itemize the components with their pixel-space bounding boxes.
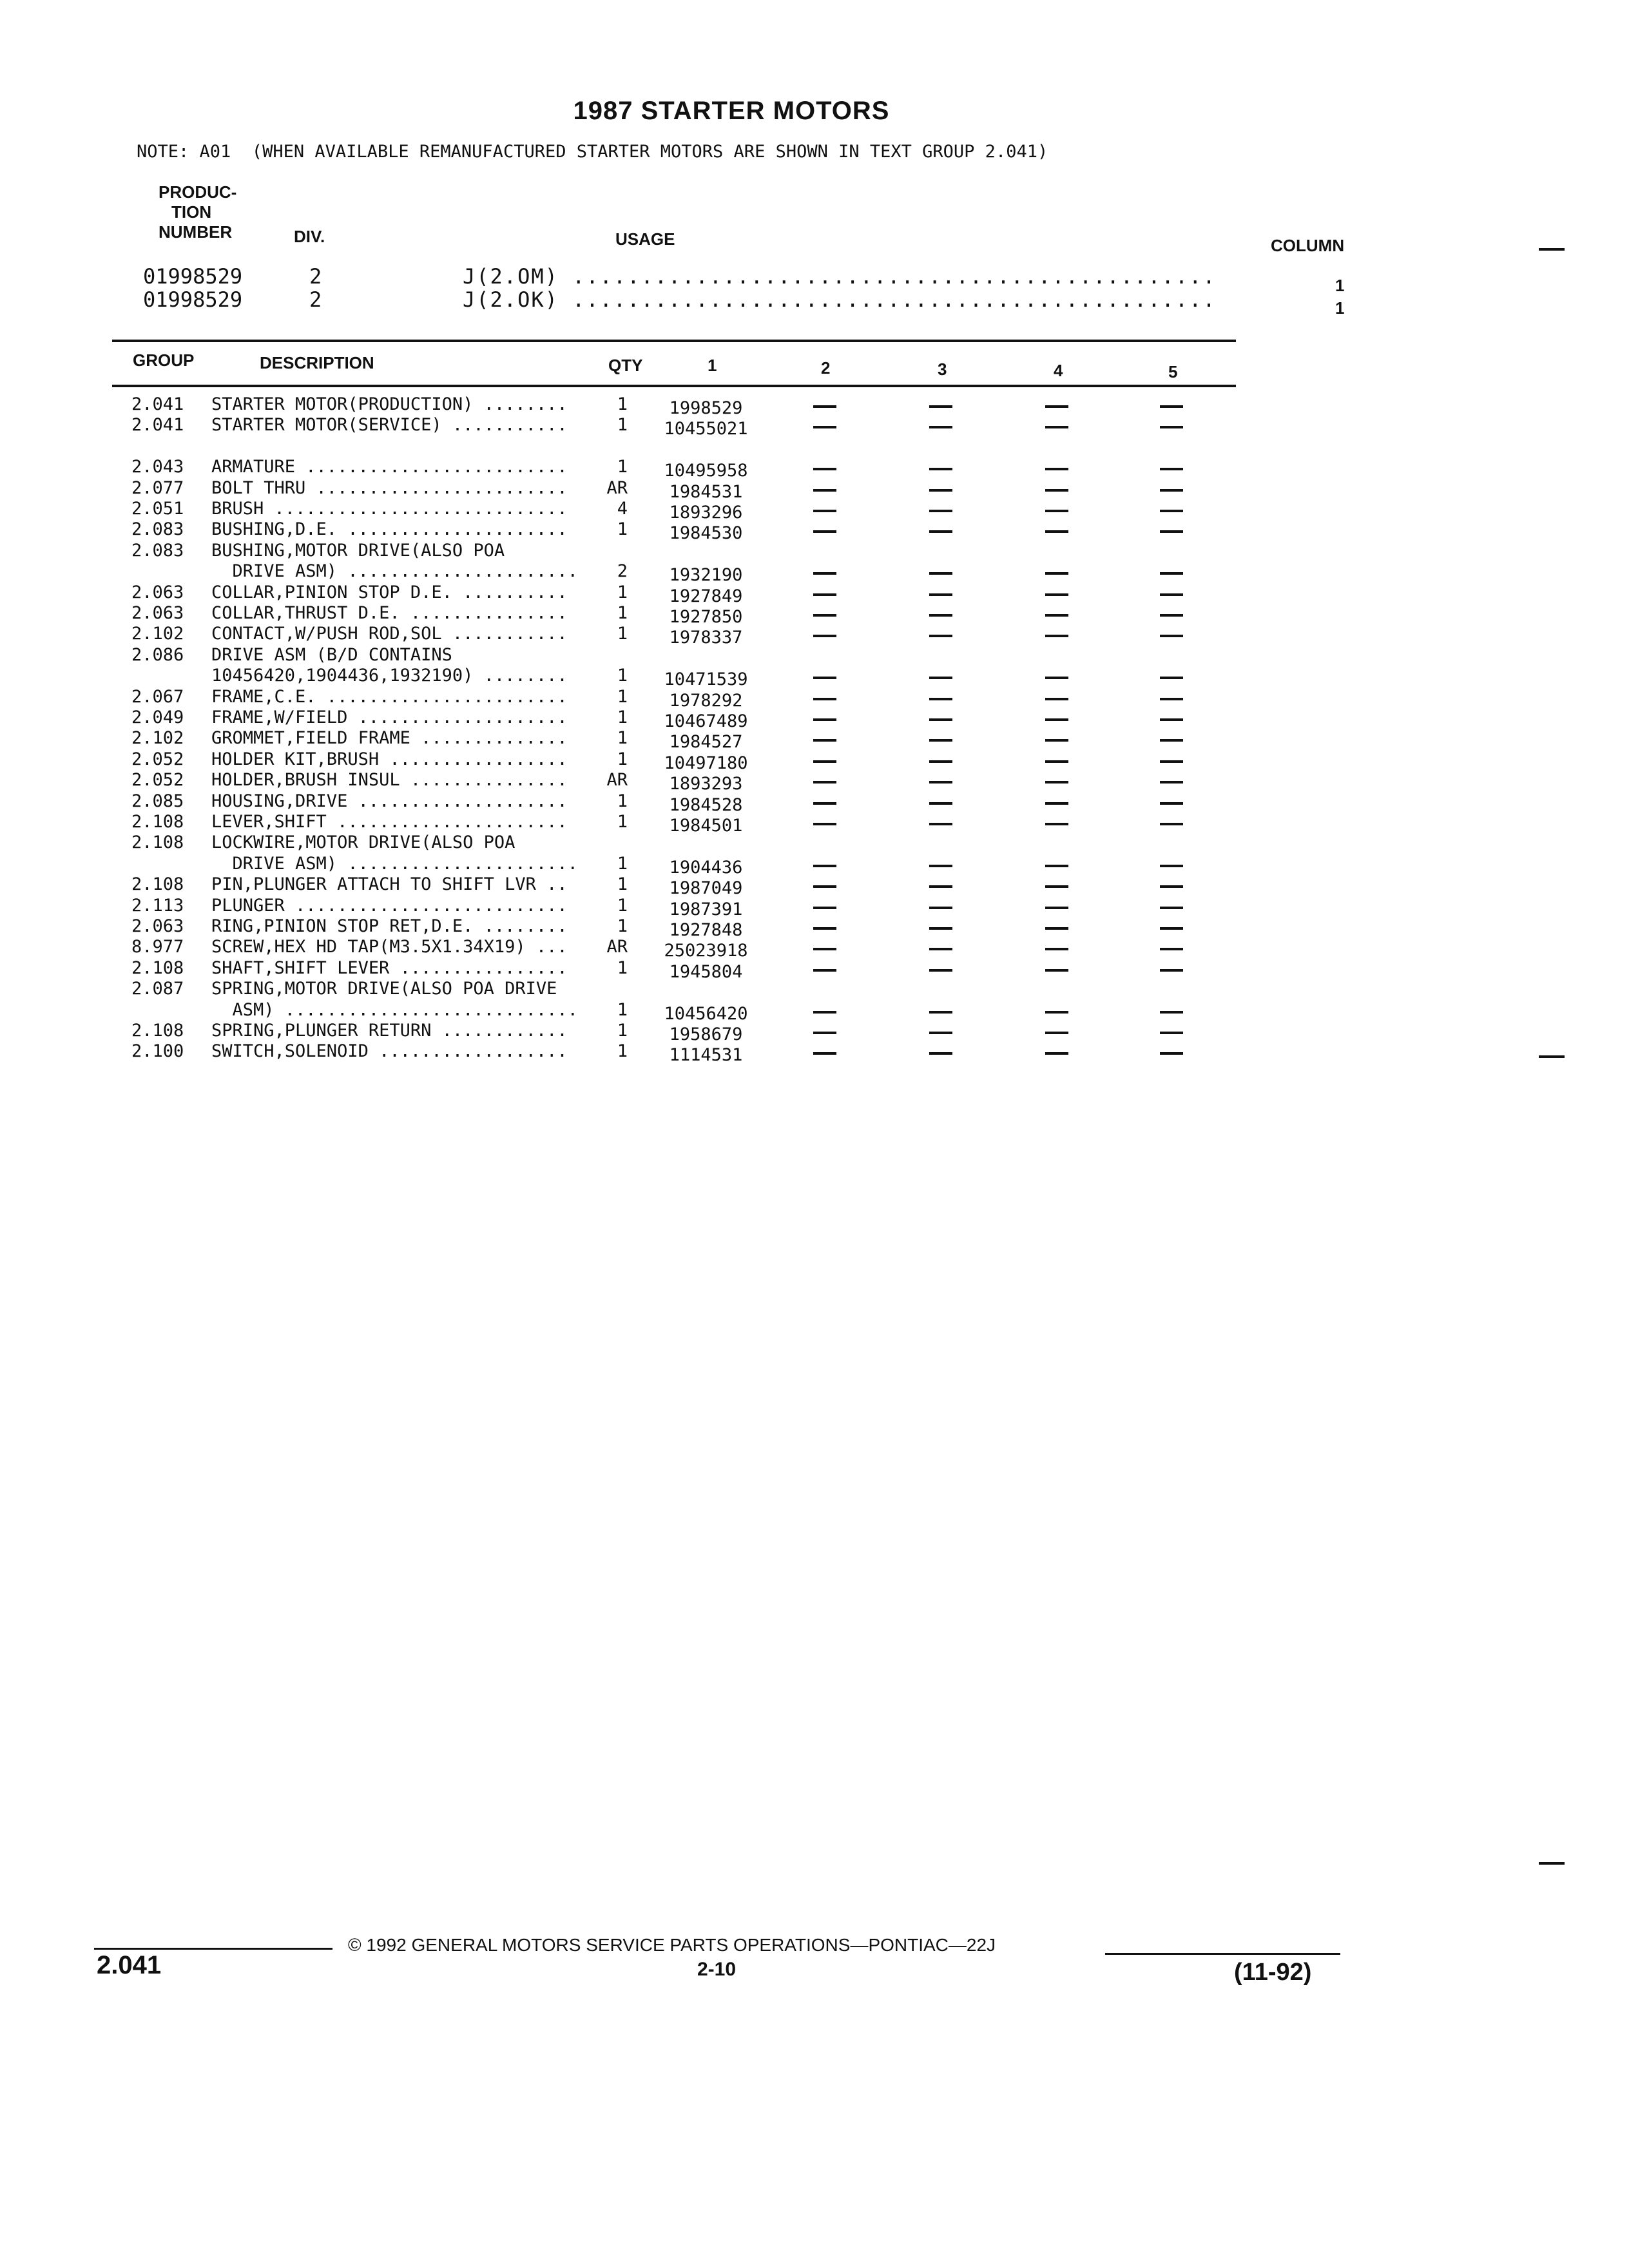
table-row xyxy=(0,478,1629,502)
empty-column-3-dash xyxy=(929,907,952,909)
table-row xyxy=(0,1021,1629,1042)
row-qty: AR xyxy=(606,937,628,957)
empty-column-4-dash xyxy=(1045,468,1068,470)
footer-date: (11-92) xyxy=(1234,1959,1312,1986)
empty-column-2-dash xyxy=(813,718,836,721)
empty-column-5-dash xyxy=(1160,865,1183,867)
row-qty: 1 xyxy=(617,916,628,936)
table-row xyxy=(0,666,1629,687)
col-header-5: 5 xyxy=(1168,362,1178,381)
empty-column-5-dash xyxy=(1160,530,1183,533)
row-description: SHAFT,SHIFT LEVER ................ xyxy=(211,958,568,978)
row-description: SCREW,HEX HD TAP(M3.5X1.34X19) ... xyxy=(211,937,568,957)
row-description: PLUNGER .......................... xyxy=(211,896,568,916)
table-row xyxy=(0,394,1629,416)
row-description: DRIVE ASM) ...................... xyxy=(211,854,578,874)
empty-column-3-dash xyxy=(929,530,952,533)
table-row xyxy=(0,561,1629,585)
empty-column-4-dash xyxy=(1045,739,1068,742)
row-description: HOUSING,DRIVE .................... xyxy=(211,791,568,811)
footer-rule-left xyxy=(94,1948,333,1950)
empty-column-4-dash xyxy=(1045,405,1068,408)
row-group: 2.052 xyxy=(131,770,184,790)
row-group: 2.108 xyxy=(131,832,184,852)
row-part-number: 10497180 xyxy=(664,753,748,773)
usage-column: 1 xyxy=(1335,276,1345,295)
header-div: DIV. xyxy=(294,227,325,246)
empty-column-5-dash xyxy=(1160,907,1183,909)
empty-column-4-dash xyxy=(1045,927,1068,930)
empty-column-2-dash xyxy=(813,760,836,763)
table-row xyxy=(0,603,1629,627)
row-description: CONTACT,W/PUSH ROD,SOL ........... xyxy=(211,624,568,644)
row-qty: 4 xyxy=(617,499,628,519)
empty-column-5-dash xyxy=(1160,489,1183,492)
empty-column-2-dash xyxy=(813,426,836,428)
row-description: BUSHING,MOTOR DRIVE(ALSO POA xyxy=(211,541,505,561)
empty-column-2-dash xyxy=(813,405,836,408)
row-part-number: 10467489 xyxy=(664,711,748,731)
row-group: 2.100 xyxy=(131,1041,184,1061)
empty-column-3-dash xyxy=(929,760,952,763)
empty-column-2-dash xyxy=(813,614,836,617)
empty-column-5-dash xyxy=(1160,1011,1183,1014)
row-part-number: 1958679 xyxy=(669,1024,743,1044)
empty-column-5-dash xyxy=(1160,739,1183,742)
row-qty: 2 xyxy=(617,561,628,581)
row-group: 2.063 xyxy=(131,582,184,602)
row-group: 2.041 xyxy=(131,394,184,414)
empty-column-5-dash xyxy=(1160,510,1183,512)
table-row xyxy=(0,937,1629,961)
empty-column-3-dash xyxy=(929,677,952,679)
table-row xyxy=(0,624,1629,648)
empty-column-4-dash xyxy=(1045,1032,1068,1034)
empty-column-5-dash xyxy=(1160,718,1183,721)
col-header-3: 3 xyxy=(938,360,947,379)
empty-column-4-dash xyxy=(1045,802,1068,805)
empty-column-2-dash xyxy=(813,1032,836,1034)
row-qty: 1 xyxy=(617,582,628,602)
table-row xyxy=(0,582,1629,604)
row-description: FRAME,W/FIELD .................... xyxy=(211,707,568,727)
footer-rule-right xyxy=(1105,1953,1340,1955)
row-group: 2.108 xyxy=(131,874,184,894)
row-qty: 1 xyxy=(617,687,628,707)
empty-column-3-dash xyxy=(929,1052,952,1055)
row-group: 2.085 xyxy=(131,791,184,811)
row-group: 2.052 xyxy=(131,749,184,769)
row-qty: 1 xyxy=(617,707,628,727)
empty-column-2-dash xyxy=(813,969,836,972)
row-part-number: 1927850 xyxy=(669,607,743,627)
row-description: GROMMET,FIELD FRAME .............. xyxy=(211,728,568,748)
table-row xyxy=(0,854,1629,878)
empty-column-4-dash xyxy=(1045,593,1068,596)
row-group: 2.087 xyxy=(131,979,184,999)
empty-column-3-dash xyxy=(929,823,952,825)
row-qty: 1 xyxy=(617,791,628,811)
row-part-number: 10455021 xyxy=(664,419,748,439)
empty-column-3-dash xyxy=(929,593,952,596)
row-qty: 1 xyxy=(617,603,628,623)
empty-column-3-dash xyxy=(929,802,952,805)
row-part-number: 1984530 xyxy=(669,523,743,543)
table-row xyxy=(0,874,1629,896)
table-row xyxy=(0,832,1629,854)
empty-column-3-dash xyxy=(929,405,952,408)
table-row xyxy=(0,541,1629,562)
empty-column-4-dash xyxy=(1045,530,1068,533)
row-description: ARMATURE ......................... xyxy=(211,457,568,477)
row-group: 2.108 xyxy=(131,1021,184,1041)
empty-column-2-dash xyxy=(813,489,836,492)
row-description: LEVER,SHIFT ...................... xyxy=(211,812,568,832)
empty-column-4-dash xyxy=(1045,885,1068,888)
empty-column-4-dash xyxy=(1045,510,1068,512)
empty-column-2-dash xyxy=(813,948,836,950)
empty-column-2-dash xyxy=(813,927,836,930)
empty-column-3-dash xyxy=(929,781,952,783)
table-row xyxy=(0,896,1629,917)
empty-column-3-dash xyxy=(929,510,952,512)
row-description: BUSHING,D.E. ..................... xyxy=(211,519,568,539)
usage-column: 1 xyxy=(1335,298,1345,318)
empty-column-2-dash xyxy=(813,530,836,533)
row-qty: 1 xyxy=(617,1041,628,1061)
row-part-number: 1984531 xyxy=(669,482,743,502)
empty-column-3-dash xyxy=(929,718,952,721)
row-part-number: 1984527 xyxy=(669,732,743,752)
empty-column-5-dash xyxy=(1160,593,1183,596)
usage-div: 2 xyxy=(309,264,322,289)
empty-column-4-dash xyxy=(1045,635,1068,637)
header-production-line3: NUMBER xyxy=(159,222,233,242)
row-part-number: 1945804 xyxy=(669,962,743,982)
col-header-1: 1 xyxy=(708,356,717,375)
row-qty: 1 xyxy=(617,896,628,916)
empty-column-2-dash xyxy=(813,1011,836,1014)
empty-column-5-dash xyxy=(1160,802,1183,805)
table-row xyxy=(0,728,1629,752)
empty-column-5-dash xyxy=(1160,781,1183,783)
table-row xyxy=(0,958,1629,982)
row-description: COLLAR,PINION STOP D.E. .......... xyxy=(211,582,568,602)
empty-column-5-dash xyxy=(1160,572,1183,575)
empty-column-3-dash xyxy=(929,572,952,575)
row-description: DRIVE ASM (B/D CONTAINS xyxy=(211,645,452,665)
empty-column-2-dash xyxy=(813,739,836,742)
empty-column-4-dash xyxy=(1045,718,1068,721)
empty-column-3-dash xyxy=(929,635,952,637)
row-description: HOLDER KIT,BRUSH ................. xyxy=(211,749,568,769)
usage-text: J(2.OM) ............................................... xyxy=(463,264,1217,289)
empty-column-3-dash xyxy=(929,927,952,930)
empty-column-4-dash xyxy=(1045,572,1068,575)
row-part-number: 1998529 xyxy=(669,398,743,418)
empty-column-2-dash xyxy=(813,802,836,805)
row-qty: 1 xyxy=(617,854,628,874)
row-qty: 1 xyxy=(617,812,628,832)
row-description: PIN,PLUNGER ATTACH TO SHIFT LVR .. xyxy=(211,874,568,894)
empty-column-4-dash xyxy=(1045,781,1068,783)
empty-column-4-dash xyxy=(1045,948,1068,950)
empty-column-5-dash xyxy=(1160,677,1183,679)
row-description: LOCKWIRE,MOTOR DRIVE(ALSO POA xyxy=(211,832,516,852)
empty-column-4-dash xyxy=(1045,614,1068,617)
usage-number: 01998529 xyxy=(143,264,243,289)
empty-column-5-dash xyxy=(1160,948,1183,950)
empty-column-3-dash xyxy=(929,948,952,950)
table-row xyxy=(0,645,1629,666)
header-usage: USAGE xyxy=(615,229,675,249)
note-text: NOTE: A01 (WHEN AVAILABLE REMANUFACTURED STARTER MOTORS ARE SHOWN IN TEXT GROUP 2.041) xyxy=(137,142,1048,162)
row-qty: 1 xyxy=(617,624,628,644)
row-qty: AR xyxy=(606,770,628,790)
row-description: STARTER MOTOR(SERVICE) ........... xyxy=(211,415,568,435)
row-part-number: 1987391 xyxy=(669,899,743,919)
empty-column-5-dash xyxy=(1160,1052,1183,1055)
empty-column-5-dash xyxy=(1160,1032,1183,1034)
row-description: BOLT THRU ........................ xyxy=(211,478,568,498)
empty-column-3-dash xyxy=(929,489,952,492)
row-group: 2.086 xyxy=(131,645,184,665)
col-header-2: 2 xyxy=(821,358,831,378)
table-row xyxy=(0,499,1629,523)
empty-column-5-dash xyxy=(1160,635,1183,637)
row-part-number: 1893296 xyxy=(669,503,743,523)
table-row xyxy=(0,415,1629,439)
usage-div: 2 xyxy=(309,287,322,312)
col-header-4: 4 xyxy=(1054,361,1063,380)
row-group: 2.108 xyxy=(131,958,184,978)
row-qty: 1 xyxy=(617,1000,628,1020)
footer-page-number: 2-10 xyxy=(697,1959,737,1980)
col-header-group: GROUP xyxy=(133,351,195,370)
empty-column-4-dash xyxy=(1045,760,1068,763)
empty-column-2-dash xyxy=(813,677,836,679)
empty-column-4-dash xyxy=(1045,1052,1068,1055)
row-part-number: 1904436 xyxy=(669,858,743,878)
row-group: 2.063 xyxy=(131,603,184,623)
empty-column-4-dash xyxy=(1045,907,1068,909)
row-group: 2.043 xyxy=(131,457,184,477)
empty-column-3-dash xyxy=(929,1011,952,1014)
table-row xyxy=(0,519,1629,541)
empty-column-5-dash xyxy=(1160,405,1183,408)
footer-copyright: © 1992 GENERAL MOTORS SERVICE PARTS OPERATIONS—PONTIAC—22J xyxy=(348,1935,996,1955)
row-group: 2.102 xyxy=(131,624,184,644)
empty-column-2-dash xyxy=(813,635,836,637)
margin-mark xyxy=(1539,1055,1565,1058)
row-qty: 1 xyxy=(617,666,628,686)
row-group: 2.083 xyxy=(131,541,184,561)
row-description: SWITCH,SOLENOID .................. xyxy=(211,1041,568,1061)
table-header-rule xyxy=(112,385,1236,387)
row-qty: 1 xyxy=(617,519,628,539)
usage-text: J(2.OK) ............................................... xyxy=(463,287,1217,312)
row-group: 2.083 xyxy=(131,519,184,539)
row-description: BRUSH ............................ xyxy=(211,499,568,519)
row-qty: 1 xyxy=(617,749,628,769)
usage-number: 01998529 xyxy=(143,287,243,312)
empty-column-4-dash xyxy=(1045,865,1068,867)
row-qty: 1 xyxy=(617,874,628,894)
empty-column-4-dash xyxy=(1045,489,1068,492)
empty-column-2-dash xyxy=(813,572,836,575)
col-header-qty: QTY xyxy=(608,356,643,375)
row-group: 2.077 xyxy=(131,478,184,498)
row-group: 2.108 xyxy=(131,812,184,832)
header-production-line2: TION xyxy=(171,202,212,222)
page-title: 1987 STARTER MOTORS xyxy=(573,97,890,125)
empty-column-4-dash xyxy=(1045,698,1068,700)
row-group: 2.067 xyxy=(131,687,184,707)
table-row xyxy=(0,687,1629,711)
table-row xyxy=(0,749,1629,771)
row-description: FRAME,C.E. ....................... xyxy=(211,687,568,707)
empty-column-5-dash xyxy=(1160,426,1183,428)
row-description: 10456420,1904436,1932190) ........ xyxy=(211,666,568,686)
empty-column-3-dash xyxy=(929,1032,952,1034)
empty-column-4-dash xyxy=(1045,969,1068,972)
empty-column-5-dash xyxy=(1160,468,1183,470)
row-part-number: 1927849 xyxy=(669,586,743,606)
row-group: 8.977 xyxy=(131,937,184,957)
row-group: 2.049 xyxy=(131,707,184,727)
row-qty: 1 xyxy=(617,1021,628,1041)
empty-column-2-dash xyxy=(813,510,836,512)
row-qty: 1 xyxy=(617,415,628,435)
row-description: SPRING,PLUNGER RETURN ............ xyxy=(211,1021,568,1041)
row-part-number: 1114531 xyxy=(669,1045,743,1065)
empty-column-2-dash xyxy=(813,907,836,909)
table-row xyxy=(0,457,1629,481)
row-description: SPRING,MOTOR DRIVE(ALSO POA DRIVE xyxy=(211,979,557,999)
row-description: DRIVE ASM) ...................... xyxy=(211,561,578,581)
row-description: COLLAR,THRUST D.E. ............... xyxy=(211,603,568,623)
table-row xyxy=(0,770,1629,794)
row-qty: 1 xyxy=(617,728,628,748)
table-row xyxy=(0,1041,1629,1065)
empty-column-4-dash xyxy=(1045,677,1068,679)
table-row xyxy=(0,791,1629,815)
row-description: ASM) ............................ xyxy=(211,1000,578,1020)
empty-column-4-dash xyxy=(1045,426,1068,428)
table-row xyxy=(0,1000,1629,1024)
empty-column-3-dash xyxy=(929,468,952,470)
empty-column-5-dash xyxy=(1160,614,1183,617)
table-row xyxy=(0,812,1629,836)
empty-column-2-dash xyxy=(813,593,836,596)
row-qty: AR xyxy=(606,478,628,498)
table-row xyxy=(0,707,1629,729)
empty-column-5-dash xyxy=(1160,969,1183,972)
empty-column-3-dash xyxy=(929,614,952,617)
row-group: 2.113 xyxy=(131,896,184,916)
header-column: COLUMN xyxy=(1271,236,1345,255)
row-group: 2.051 xyxy=(131,499,184,519)
empty-column-5-dash xyxy=(1160,698,1183,700)
empty-column-4-dash xyxy=(1045,823,1068,825)
header-production-line1: PRODUC- xyxy=(159,182,237,202)
empty-column-3-dash xyxy=(929,969,952,972)
empty-column-3-dash xyxy=(929,885,952,888)
empty-column-2-dash xyxy=(813,698,836,700)
row-part-number: 10495958 xyxy=(664,461,748,481)
empty-column-5-dash xyxy=(1160,823,1183,825)
table-top-rule xyxy=(112,340,1236,342)
row-part-number: 10471539 xyxy=(664,669,748,689)
row-part-number: 1927848 xyxy=(669,920,743,940)
empty-column-4-dash xyxy=(1045,1011,1068,1014)
row-part-number: 1987049 xyxy=(669,878,743,898)
row-description: HOLDER,BRUSH INSUL ............... xyxy=(211,770,568,790)
row-qty: 1 xyxy=(617,457,628,477)
empty-column-2-dash xyxy=(813,1052,836,1055)
empty-column-2-dash xyxy=(813,823,836,825)
row-group: 2.041 xyxy=(131,415,184,435)
table-row xyxy=(0,979,1629,1000)
row-part-number: 1978337 xyxy=(669,628,743,648)
row-part-number: 1984501 xyxy=(669,816,743,836)
row-part-number: 1984528 xyxy=(669,795,743,815)
row-group: 2.102 xyxy=(131,728,184,748)
row-part-number: 1978292 xyxy=(669,691,743,711)
row-qty: 1 xyxy=(617,958,628,978)
empty-column-2-dash xyxy=(813,865,836,867)
footer-group-code: 2.041 xyxy=(97,1951,162,1979)
margin-mark xyxy=(1539,248,1565,251)
empty-column-2-dash xyxy=(813,468,836,470)
row-description: STARTER MOTOR(PRODUCTION) ........ xyxy=(211,394,568,414)
margin-mark xyxy=(1539,1862,1565,1865)
row-part-number: 1893293 xyxy=(669,774,743,794)
row-part-number: 10456420 xyxy=(664,1004,748,1024)
row-part-number: 1932190 xyxy=(669,565,743,585)
row-qty: 1 xyxy=(617,394,628,414)
empty-column-3-dash xyxy=(929,865,952,867)
empty-column-5-dash xyxy=(1160,927,1183,930)
empty-column-5-dash xyxy=(1160,760,1183,763)
empty-column-5-dash xyxy=(1160,885,1183,888)
table-row xyxy=(0,916,1629,940)
row-part-number: 25023918 xyxy=(664,941,748,961)
row-group: 2.063 xyxy=(131,916,184,936)
row-description: RING,PINION STOP RET,D.E. ........ xyxy=(211,916,568,936)
col-header-description: DESCRIPTION xyxy=(260,353,374,372)
empty-column-2-dash xyxy=(813,781,836,783)
empty-column-3-dash xyxy=(929,739,952,742)
empty-column-3-dash xyxy=(929,426,952,428)
empty-column-2-dash xyxy=(813,885,836,888)
empty-column-3-dash xyxy=(929,698,952,700)
